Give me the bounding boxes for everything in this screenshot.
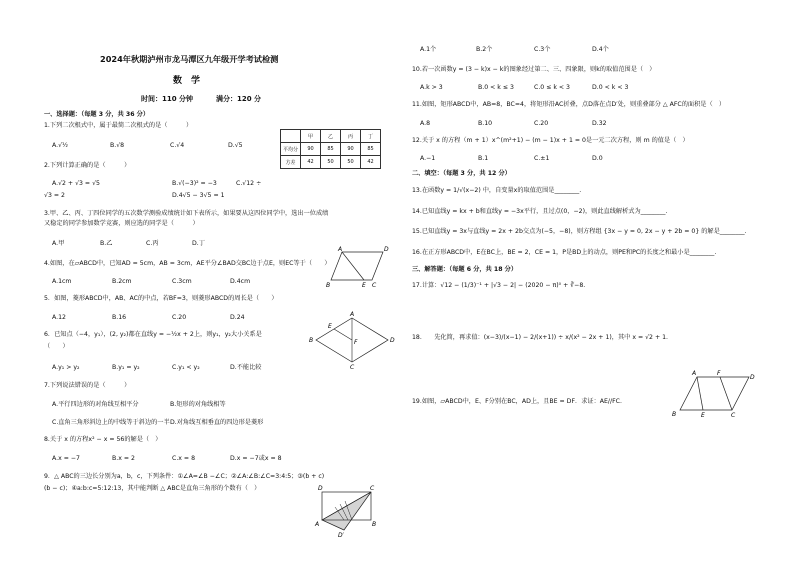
q8-option-d: D.x = −7或x = 8 xyxy=(230,455,282,462)
question-19: 19.如图，▱ABCD中，E、F分别在BC，AD上，且BE = DF．求证：AE//FC. xyxy=(412,398,622,405)
subject-title: 数 学 xyxy=(173,76,201,86)
table-cell: 90 xyxy=(301,143,321,156)
exam-score: 满分：120 分 xyxy=(216,95,262,103)
label-a: A xyxy=(338,246,343,253)
q10-option-a: A.k > 3 xyxy=(420,84,443,91)
q11-option-a: A.8 xyxy=(420,120,431,127)
q7-option-c: C.直角三角形斜边上的中线等于斜边的一半 xyxy=(52,419,170,426)
question-9-line2: (b − c)；④a:b:c=5:12:13，其中能判断 △ ABC是直角三角形的个数有（ ） xyxy=(44,485,261,492)
q7-option-b: B.矩形的对角线相等 xyxy=(170,401,226,408)
q5-option-d: D.24 xyxy=(230,314,245,321)
question-10: 10.若一次函数y = (3 − k)x − k的图象经过第二、三、四象限，则k的取值范围是（ ） xyxy=(412,66,656,73)
q5-option-a: A.12 xyxy=(52,314,66,321)
q1-option-b: B.√8 xyxy=(110,142,125,149)
q2-option-b: B.√(−3)² = −3 xyxy=(172,180,217,187)
question-2: 2.下列计算正确的是（ ） xyxy=(44,162,131,169)
q2-option-c-cont: √3 = 2 xyxy=(44,192,65,199)
question-3-line2: 又稳定的同学参加数学竞赛，则应选的同学是（ ） xyxy=(44,220,199,227)
label-d: D xyxy=(384,246,389,253)
label-c: C xyxy=(372,282,377,289)
q2-option-a: A.√2 + √3 = √5 xyxy=(52,180,100,187)
q12-option-b: B.1 xyxy=(478,155,489,162)
q10-option-c: C.0 ≤ k < 3 xyxy=(534,84,570,91)
label-c: C xyxy=(731,412,736,419)
q12-option-c: C.±1 xyxy=(534,155,550,162)
q11-option-b: B.10 xyxy=(478,120,493,127)
q11-option-c: C.20 xyxy=(534,120,549,127)
question-16: 16.在正方形ABCD中，E在BC上，BE = 2，CE = 1，P是BD上的动点，则PE和PC的长度之和最小是________. xyxy=(412,249,717,256)
q6-option-a: A.y₁ > y₂ xyxy=(52,364,80,371)
label-f: F xyxy=(717,370,721,377)
q4-option-d: D.4cm xyxy=(230,278,251,285)
q3-option-d: D.丁 xyxy=(192,240,205,247)
table-cell: 丁 xyxy=(361,130,381,143)
q2-option-c: C.√12 ÷ xyxy=(236,180,262,187)
label-d: D xyxy=(750,374,755,381)
question-13: 13.在函数y = 1/√(x−2) 中，自变量x的取值范围是________. xyxy=(412,187,582,194)
question-9-line1: 9．△ ABC的三边长分别为a，b，c，下列条件：①∠A=∠B −∠C；②∠A:∠B:∠C=3:4:5；③(b + c) xyxy=(44,473,325,480)
question-6-line2: （ ） xyxy=(44,343,69,350)
label-a: A xyxy=(692,370,697,377)
q5-option-c: C.20 xyxy=(172,314,187,321)
table-cell: 平均分 xyxy=(281,143,301,156)
q6-option-d: D.不能比较 xyxy=(230,364,262,371)
exam-time: 时间：110 分钟 xyxy=(141,95,194,103)
question-11: 11.如图，矩形ABCD中，AB=8，BC=4，将矩形沿AC折叠，点D落在点D′处，则重叠部分 △ AFC的面积是（ ） xyxy=(412,101,726,108)
table-cell: 50 xyxy=(341,156,361,169)
q10-option-d: D.0 < k < 3 xyxy=(592,84,629,91)
q1-option-a: A.√½ xyxy=(52,142,69,149)
label-e: E xyxy=(362,282,366,289)
q9-option-d: D.4个 xyxy=(592,46,609,53)
table-cell: 85 xyxy=(361,143,381,156)
q8-option-a: A.x = −7 xyxy=(52,455,80,462)
q10-option-b: B.0 < k ≤ 3 xyxy=(478,84,514,91)
table-cell: 90 xyxy=(341,143,361,156)
question-17: 17.计算：√12 − (1/3)⁻¹ + |√3 − 2| − (2020 − π)⁰ + ∛−8. xyxy=(412,282,586,289)
label-d-prime: D′ xyxy=(338,532,344,539)
q7-option-a: A.平行四边形的对角线互相平分 xyxy=(52,401,139,408)
question-12: 12.关于 x 的方程（m + 1）x^(m²+1) − (m − 1)x + 1 = 0是一元二次方程，则 m 的值是（ ） xyxy=(412,137,689,144)
q1-option-c: C.√4 xyxy=(170,142,185,149)
label-a: A xyxy=(315,521,320,528)
q7-option-d: D.对角线互相垂直的四边形是菱形 xyxy=(170,419,264,426)
question-4: 4.如图，在▱ABCD中，已知AD = 5cm，AB = 3cm，AE平分∠BAD交BC边于点E，则EC等于（ ） xyxy=(44,260,331,267)
question-6-line1: 6．已知点（−4，y₁），(2, y₂)都在直线y = −½x + 2上，则y₁，y₂大小关系是 xyxy=(44,331,262,338)
section-choice: 一、选择题：（每题 3 分，共 36 分） xyxy=(44,111,150,118)
label-d: D xyxy=(390,337,395,344)
table-cell: 42 xyxy=(361,156,381,169)
q11-option-d: D.32 xyxy=(592,120,607,127)
question-8: 8.关于 x 的方程x² − x = 56的解是（ ） xyxy=(44,436,162,443)
section-fill-in: 二、填空：（每题 3 分，共 12 分） xyxy=(412,170,511,177)
q6-option-c: C.y₁ < y₂ xyxy=(172,364,200,371)
label-b: B xyxy=(672,411,677,418)
exam-title: 2024年秋期泸州市龙马潭区九年级开学考试检测 xyxy=(100,54,279,64)
label-b: B xyxy=(309,337,314,344)
label-a: A xyxy=(350,311,355,318)
label-b: B xyxy=(372,521,377,528)
q4-option-c: C.3cm xyxy=(172,278,192,285)
q8-option-b: B.x = 2 xyxy=(112,455,135,462)
q3-option-b: B.乙 xyxy=(100,240,113,247)
q1-option-d: D.√5 xyxy=(228,142,243,149)
question-18: 18. 先化简，再求值：(x−3)/(x−1) − 2/(x+1)) ÷ x/(x² − 2x + 1)，其中 x = √2 + 1. xyxy=(412,334,669,341)
table-cell: 甲 xyxy=(301,130,321,143)
q5-option-b: B.16 xyxy=(112,314,127,321)
section-answer: 三、解答题：（每题 6 分，共 18 分） xyxy=(412,266,518,273)
table-cell: 42 xyxy=(301,156,321,169)
q4-option-a: A.1cm xyxy=(52,278,72,285)
label-b: B xyxy=(326,282,331,289)
label-d: D xyxy=(318,485,323,492)
q9-option-b: B.2个 xyxy=(476,46,493,53)
q6-option-b: B.y₁ = y₂ xyxy=(112,364,140,371)
label-e: E xyxy=(328,323,332,330)
q12-option-a: A.−1 xyxy=(420,155,436,162)
label-c: C xyxy=(370,485,375,492)
label-f: F xyxy=(354,339,358,346)
q3-option-c: C.丙 xyxy=(146,240,159,247)
q4-option-b: B.2cm xyxy=(112,278,132,285)
question-1: 1.下列二次根式中，属于最简二次根式的是（ ） xyxy=(44,122,193,129)
label-c: C xyxy=(350,364,355,371)
q8-option-c: C.x = 8 xyxy=(172,455,196,462)
q12-option-d: D.0 xyxy=(592,155,603,162)
question-5: 5．如图，菱形ABCD中，AB、AC的中点，若BF=3，则菱形ABCD的周长是（ ） xyxy=(44,295,278,302)
label-e: E xyxy=(701,412,705,419)
question-3-line1: 3.甲、乙、丙、丁四位同学的五次数学测验成绩统计如下表所示，如果要从这四位同学中，选出一位成绩 xyxy=(44,210,329,217)
table-cell: 丙 xyxy=(341,130,361,143)
table-cell: 50 xyxy=(321,156,341,169)
table-cell: 乙 xyxy=(321,130,341,143)
q9-option-c: C.3个 xyxy=(534,46,551,53)
question-7: 7.下列说法错误的是（ ） xyxy=(44,382,131,389)
question-14: 14.已知直线y = kx + b和直线y = −3x平行，且过点(0，−2)，则此直线解析式为________. xyxy=(412,208,668,215)
question-15: 15.已知直线y = 3x与直线y = 2x + 2b交点为(−5，−8)，则方程组 {3x − y = 0, 2x − y + 2b = 0} 的解是________. xyxy=(412,228,747,235)
q9-option-a: A.1个 xyxy=(420,46,437,53)
q2-option-d: D.4√5 − 3√5 = 1 xyxy=(172,192,225,199)
table-cell: 85 xyxy=(321,143,341,156)
q3-option-a: A.甲 xyxy=(52,240,65,247)
table-cell: 方差 xyxy=(281,156,301,169)
